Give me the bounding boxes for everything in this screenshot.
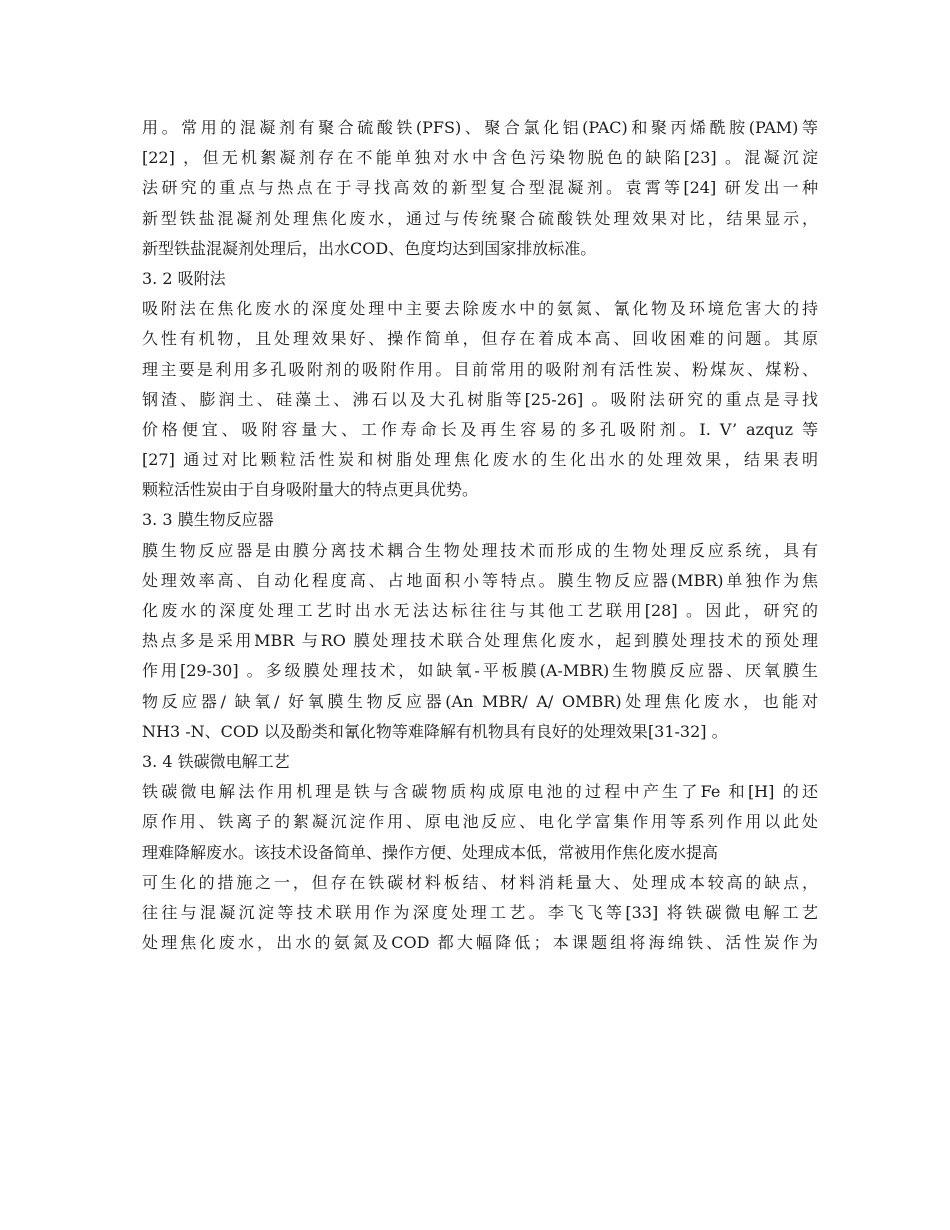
text-line: 价格便宜、吸附容量大、工作寿命长及再生容易的多孔吸附剂。I. V’ azquz 等 [142,419,818,439]
text-line: NH3 -N、COD 以及酚类和氰化物等难降解有机物具有良好的处理效果[31-32] 。 [142,721,728,741]
text-line: 久性有机物，且处理效果好、操作简单，但存在着成本高、回收困难的问题。其原 [142,329,818,349]
section-heading: 3. 3 膜生物反应器 [142,510,274,530]
text-line: 作用[29-30] 。多级膜处理技术，如缺氧-平板膜(A-MBR)生物膜反应器、厌氧膜生 [142,661,818,681]
section-heading: 3. 2 吸附法 [142,268,226,288]
text-line: 新型铁盐混凝剂处理后，出水COD、色度均达到国家排放标准。 [142,238,597,258]
text-line: 处理焦化废水，出水的氨氮及COD 都大幅降低；本课题组将海绵铁、活性炭作为 [142,933,818,953]
text-line: 理主要是利用多孔吸附剂的吸附作用。目前常用的吸附剂有活性炭、粉煤灰、煤粉、 [142,359,818,379]
text-line: 吸附法在焦化废水的深度处理中主要去除废水中的氨氮、氰化物及环境危害大的持 [142,299,818,319]
body-text [142,113,818,958]
section-heading: 3. 4 铁碳微电解工艺 [142,751,290,771]
text-line: 理难降解废水。该技术设备简单、操作方便、处理成本低，常被用作焦化废水提高 [142,842,719,862]
text-line: 法研究的重点与热点在于寻找高效的新型复合型混凝剂。袁霄等[24] 研发出一种 [142,178,818,198]
text-line: 钢渣、膨润土、硅藻土、沸石以及大孔树脂等[25-26] 。吸附法研究的重点是寻找 [142,389,818,409]
text-line: 热点多是采用MBR 与RO 膜处理技术联合处理焦化废水，起到膜处理技术的预处理 [142,631,818,651]
text-line: 原作用、铁离子的絮凝沉淀作用、原电池反应、电化学富集作用等系列作用以此处 [142,812,818,832]
text-line: 颗粒活性炭由于自身吸附量大的特点更具优势。 [142,480,479,500]
text-line: 物反应器/ 缺氧/ 好氧膜生物反应器(An MBR/ A/ OMBR)处理焦化废水，也能对 [142,691,818,711]
text-line: 膜生物反应器是由膜分离技术耦合生物处理技术而形成的生物处理反应系统，具有 [142,540,818,560]
text-line: [27] 通过对比颗粒活性炭和树脂处理焦化废水的生化出水的处理效果，结果表明 [142,450,818,470]
text-line: 处理效率高、自动化程度高、占地面积小等特点。膜生物反应器(MBR)单独作为焦 [142,570,818,590]
text-line: 用。常用的混凝剂有聚合硫酸铁(PFS)、聚合氯化铝(PAC)和聚丙烯酰胺(PAM)等 [142,118,818,137]
text-line: 化废水的深度处理工艺时出水无法达标往往与其他工艺联用[28] 。因此，研究的 [142,601,818,620]
text-line: 往往与混凝沉淀等技术联用作为深度处理工艺。李飞飞等[33] 将铁碳微电解工艺 [142,902,818,922]
text-line: 铁碳微电解法作用机理是铁与含碳物质构成原电池的过程中产生了Fe 和[H] 的还 [142,782,818,802]
text-line: 可生化的措施之一，但存在铁碳材料板结、材料消耗量大、处理成本较高的缺点， [142,872,818,892]
text-line: [22] ，但无机絮凝剂存在不能单独对水中含色污染物脱色的缺陷[23] 。混凝沉淀 [142,148,818,168]
text-line: 新型铁盐混凝剂处理焦化废水，通过与传统聚合硫酸铁处理效果对比，结果显示， [142,208,818,228]
